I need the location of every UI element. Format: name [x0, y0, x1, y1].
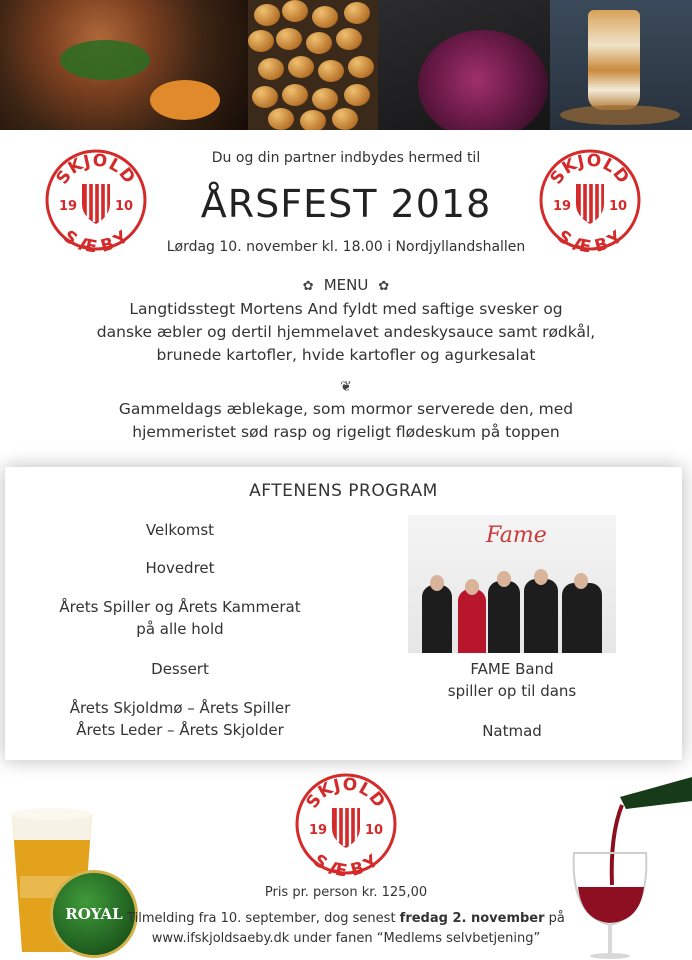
invite-line: Du og din partner indbydes hermed til — [211, 150, 481, 166]
logo-year-right: 10 — [364, 823, 384, 838]
menu-line: hjemmeristet sød rasp og rigeligt flødeskum på toppen — [132, 423, 560, 441]
menu-line: Langtidsstegt Mortens And fyldt med saftige svesker og — [129, 300, 563, 318]
program-item-line: Årets Skjoldmø – Årets Spiller — [69, 699, 291, 717]
main-course-text — [60, 298, 632, 367]
signup-deadline: fredag 2. november — [399, 911, 545, 926]
menu-line: danske æbler og dertil hjemmelavet andeskysauce samt rødkål, — [96, 323, 596, 341]
program-item-line: Dessert — [151, 660, 209, 678]
program-card — [5, 467, 682, 760]
price-line: Pris pr. person kr. 125,00 — [264, 885, 428, 900]
ornament-icon: ✿ — [302, 279, 314, 294]
program-item — [25, 596, 335, 640]
event-title: ÅRSFEST 2018 — [200, 182, 492, 226]
program-title: AFTENENS PROGRAM — [249, 481, 438, 501]
program-item — [25, 658, 335, 680]
band-caption — [408, 658, 616, 702]
dessert-text — [60, 398, 632, 444]
skjold-logo-right — [538, 148, 642, 252]
logo-year-right: 10 — [608, 199, 628, 214]
band-photo — [408, 515, 616, 653]
menu-line: Gammeldags æblekage, som mormor serverede den, med — [118, 400, 574, 418]
logo-year-left: 19 — [552, 199, 572, 214]
fame-band-logo: Fame — [486, 523, 547, 548]
duck-dish-photo — [0, 0, 248, 130]
program-item — [25, 519, 335, 541]
red-cabbage-photo — [378, 0, 550, 130]
royal-beer-logo: ROYAL — [50, 870, 138, 958]
logo-top-text: SKJOLD — [546, 150, 634, 189]
logo-bottom-text: SÆBY — [59, 226, 133, 252]
logo-year-right: 10 — [114, 199, 134, 214]
program-item-line: Årets Spiller og Årets Kammerat — [59, 598, 301, 616]
logo-top-text: SKJOLD — [52, 150, 140, 189]
logo-top-text: SKJOLD — [302, 774, 390, 813]
menu-heading — [0, 276, 692, 294]
program-item-line: på alle hold — [136, 620, 224, 638]
potatoes-photo — [248, 0, 378, 130]
program-item-line: Velkomst — [145, 521, 215, 539]
logo-year-left: 19 — [58, 199, 78, 214]
signup-line-1: Tilmelding fra 10. september, dog senest fredag 2. november på — [127, 911, 565, 926]
late-night-item: Natmad — [482, 722, 542, 740]
menu-line: brunede kartofler, hvide kartofler og agurkesalat — [156, 346, 536, 364]
food-photo-strip — [0, 0, 692, 130]
skjold-logo-center — [294, 772, 398, 876]
logo-bottom-text: SÆBY — [553, 226, 627, 252]
band-caption-line: spiller op til dans — [447, 682, 577, 700]
date-location-line: Lørdag 10. november kl. 18.00 i Nordjyllandshallen — [166, 239, 526, 255]
logo-year-left: 19 — [308, 823, 328, 838]
program-item-line: Hovedret — [145, 559, 215, 577]
band-caption-line: FAME Band — [470, 660, 554, 678]
signup-text — [110, 909, 582, 949]
program-item — [25, 557, 335, 579]
program-item — [25, 697, 335, 741]
apple-dessert-photo — [550, 0, 692, 130]
skjold-logo-left — [44, 148, 148, 252]
menu-heading-label: MENU — [323, 276, 369, 294]
ornament-divider-icon: ❦ — [340, 379, 352, 395]
ornament-icon: ✿ — [378, 279, 390, 294]
program-item-line: Årets Leder – Årets Skjolder — [76, 721, 284, 739]
signup-line-2: www.ifskjoldsaeby.dk under fanen “Medlems selvbetjening” — [151, 931, 541, 946]
logo-bottom-text: SÆBY — [309, 850, 383, 876]
